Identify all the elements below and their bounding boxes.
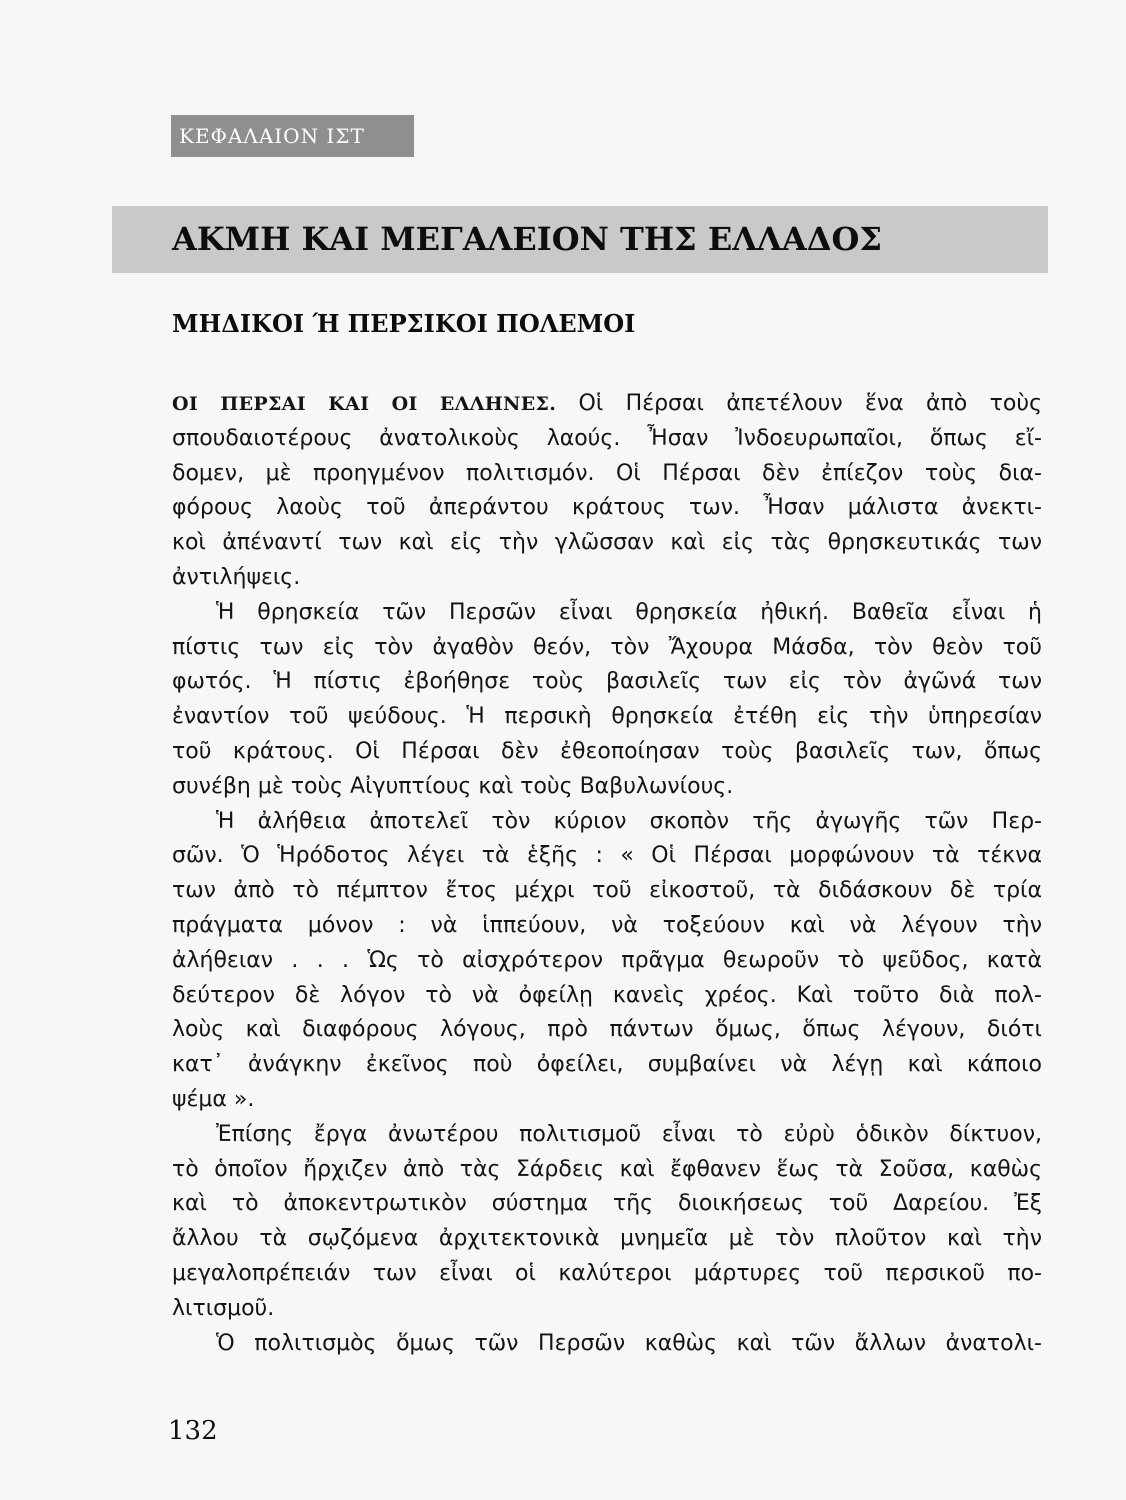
paragraph-3-line-2: σῶν. Ὁ Ἡρόδοτος λέγει τὰ ἑξῆς : « Οἱ Πέρσαι μορφώνουν τὰ τέκνα <box>172 843 1042 869</box>
paragraph-3-line-8: κατ᾽ ἀνάγκην ἐκεῖνος ποὺ ὀφείλει, συμβαίνει νὰ λέγῃ καὶ κάποιο <box>172 1052 1042 1078</box>
paragraph-1-line-2: σπουδαιοτέρους ἀνατολικοὺς λαούς. Ἦσαν Ἰνδοευρωπαῖοι, ὅπως εἴ- <box>172 425 1042 451</box>
paragraph-2-line-2: πίστις των εἰς τὸν ἀγαθὸν θεόν, τὸν Ἄχουρα Μάσδα, τὸν θεὸν τοῦ <box>172 634 1042 660</box>
paragraph-2-line-5: τοῦ κράτους. Οἱ Πέρσαι δὲν ἐθεοποίησαν τοὺς βασιλεῖς των, ὅπως <box>172 738 1042 764</box>
paragraph-4-line-6: λιτισμοῦ. <box>172 1295 275 1321</box>
paragraph-3-line-6: δεύτερον δὲ λόγον τὸ νὰ ὀφείλῃ κανεὶς χρέος. Καὶ τοῦτο διὰ πολ- <box>172 982 1042 1008</box>
paragraph-3-line-5: ἀλήθειαν . . . Ὡς τὸ αἰσχρότερον πρᾶγμα θεωροῦν τὸ ψεῦδος, κατὰ <box>172 947 1042 973</box>
paragraph-3-line-4: πράγματα μόνον : νὰ ἱππεύουν, νὰ τοξεύουν καὶ νὰ λέγουν τὴν <box>172 912 1042 938</box>
paragraph-3-line-1: Ἡ ἀλήθεια ἀποτελεῖ τὸν κύριον σκοπὸν τῆς ἀγωγῆς τῶν Περ- <box>216 808 1042 834</box>
paragraph-5-line-1: Ὁ πολιτισμὸς ὅμως τῶν Περσῶν καθὼς καὶ τῶν ἄλλων ἀνατολι- <box>216 1330 1042 1356</box>
paragraph-3-line-7: λοὺς καὶ διαφόρους λόγους, πρὸ πάντων ὅμως, ὅπως λέγουν, διότι <box>172 1017 1042 1043</box>
paragraph-2-line-1: Ἡ θρησκεία τῶν Περσῶν εἶναι θρησκεία ἠθική. Βαθεῖα εἶναι ἡ <box>216 599 1042 625</box>
paragraph-4-line-1: Ἐπίσης ἔργα ἀνωτέρου πολιτισμοῦ εἶναι τὸ εὐρὺ ὁδικὸν δίκτυον, <box>216 1121 1042 1147</box>
paragraph-1-line-3: δομεν, μὲ προηγμένον πολιτισμόν. Οἱ Πέρσαι δὲν ἐπίεζον τοὺς δια- <box>172 460 1042 486</box>
paragraph-4-line-2: τὸ ὁποῖον ἤρχιζεν ἀπὸ τὰς Σάρδεις καὶ ἔφθανεν ἕως τὰ Σοῦσα, καθὼς <box>172 1156 1042 1182</box>
paragraph-2-line-6: συνέβη μὲ τοὺς Αἰγυπτίους καὶ τοὺς Βαβυλωνίους. <box>172 773 734 799</box>
paragraph-3-line-9: ψέμα ». <box>172 1086 255 1112</box>
page-number: 132 <box>168 1416 218 1446</box>
paragraph-1-line-5: κοὶ ἀπέναντί των καὶ εἰς τὴν γλῶσσαν καὶ εἰς τὰς θρησκευτικάς των <box>172 530 1042 556</box>
paragraph-4-line-3: καὶ τὸ ἀποκεντρωτικὸν σύστημα τῆς διοικήσεως τοῦ Δαρείου. Ἐξ <box>172 1191 1042 1217</box>
paragraph-1-line-4: φόρους λαοὺς τοῦ ἀπεράντου κράτους των. Ἦσαν μάλιστα ἀνεκτι- <box>172 495 1042 521</box>
paragraph-2-line-3: φωτός. Ἡ πίστις ἐβοήθησε τοὺς βασιλεῖς των εἰς τὸν ἀγῶνά των <box>172 669 1042 695</box>
body-text <box>172 387 1042 1361</box>
section-subtitle: ΜΗΔΙΚΟΙ Ή ΠΕΡΣΙΚΟΙ ΠΟΛΕΜΟΙ <box>172 309 636 338</box>
paragraph-4-line-4: ἄλλου τὰ σῳζόμενα ἀρχιτεκτονικὰ μνημεῖα μὲ τὸν πλοῦτον καὶ τὴν <box>172 1226 1042 1252</box>
chapter-label: ΚΕΦΑΛΑΙΟΝ ΙΣΤ <box>171 115 414 157</box>
page-title: ΑΚΜΗ ΚΑΙ ΜΕΓΑΛΕΙΟΝ ΤΗΣ ΕΛΛΑΔΟΣ <box>172 220 883 258</box>
paragraph-1-line-6: ἀντιλήψεις. <box>172 564 301 590</box>
paragraph-1-line-1: ΟΙ ΠΕΡΣΑΙ ΚΑΙ ΟΙ ΕΛΛΗΝΕΣ. Οἱ Πέρσαι ἀπετέλουν ἕνα ἀπὸ τοὺς <box>172 391 1042 416</box>
paragraph-4-line-5: μεγαλοπρέπειάν των εἶναι οἱ καλύτεροι μάρτυρες τοῦ περσικοῦ πο- <box>172 1260 1042 1286</box>
paragraph-3-line-3: των ἀπὸ τὸ πέμπτον ἔτος μέχρι τοῦ εἰκοστοῦ, τὰ διδάσκουν δὲ τρία <box>172 878 1042 904</box>
paragraph-lead-heading: ΟΙ ΠΕΡΣΑΙ ΚΑΙ ΟΙ ΕΛΛΗΝΕΣ. <box>172 393 557 415</box>
paragraph-2-line-4: ἐναντίον τοῦ ψεύδους. Ἡ περσικὴ θρησκεία ἐτέθη εἰς τὴν ὑπηρεσίαν <box>172 704 1042 730</box>
